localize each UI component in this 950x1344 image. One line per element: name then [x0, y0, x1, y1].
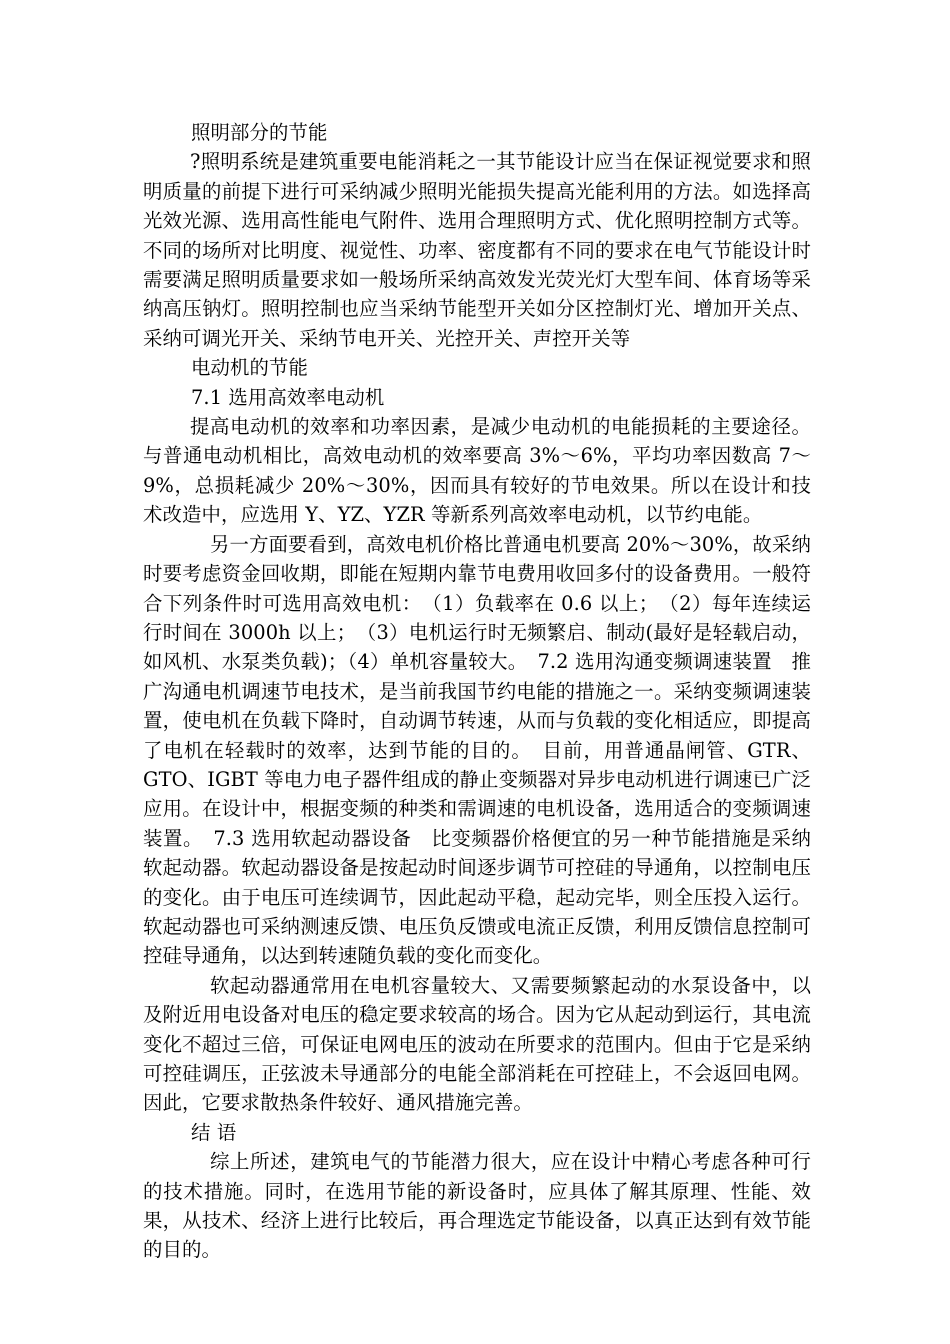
heading-7-1: 7.1 选用高效率电动机 — [191, 385, 385, 409]
paragraph-7-1: 提高电动机的效率和功率因素，是减少电动机的电能损耗的主要途径。与普通电动机相比，高效电动机的效率要高 3%～6%，平均功率因数高 7～9%，总损耗减少 20%～30%，因而具有较好的节电效果。所以在设计和技术改造中，应选用 Y、YZ、YZR 等新系列高效率电动机，以节约电能。 — [143, 415, 811, 527]
paragraph-conclusion: 综上所述，建筑电气的节能潜力很大，应在设计中精心考虑各种可行的技术措施。同时，在选用节能的新设备时，应具体了解其原理、性能、效果，从技术、经济上进行比较后，再合理选定节能设备，以真正达到有效节能的目的。 — [143, 1150, 811, 1262]
heading-conclusion: 结 语 — [191, 1120, 237, 1144]
paragraph-soft-starter: 软起动器通常用在电机容量较大、又需要频繁起动的水泵设备中，以及附近用电设备对电压的稳定要求较高的场合。因为它从起动到运行，其电流变化不超过三倍，可保证电网电压的波动在所要求的范围内。但由于它是采纳可控硅调压，正弦波未导通部分的电能全部消耗在可控硅上，不会返回电网。因此，它要求散热条件较好、通风措施完善。 — [143, 973, 811, 1115]
heading-lighting: 照明部分的节能 — [191, 121, 328, 144]
paragraph-other-side: 另一方面要看到，高效电机价格比普通电机要高 20%～30%，故采纳时要考虑资金回收期，即能在短期内靠节电费用收回多付的设备费用。一般符合下列条件时可选用高效电机： （1）负载率在 0.6 以上； （2）每年连续运行时间在 3000h 以上； （3）电机运行时无频繁启、制动(最好是轻载启动，如风机、水泵类负载)；（4）单机容量较大。 7.2 选用沟通变频调速装置 推广沟通电机调速节电技术，是当前我国节约电能的措施之一。采纳变频调速装置，使电机在负载下降时，自动调节转速，从而与负载的变化相适应，即提高了电机在轻载时的效率，达到节能的目的。 目前，用普通晶闸管、GTR、GTO、IGBT 等电力电子器件组成的静止变频器对异步电动机进行调速已广泛应用。在设计中，根据变频的种类和需调速的电机设备，选用适合的变频调速装置。 7.3 选用软起动器设备 比变频器价格便宜的另一种节能措施是采纳软起动器。软起动器设备是按起动时间逐步调节可控硅的导通角，以控制电压的变化。由于电压可连续调节，因此起动平稳，起动完毕，则全压投入运行。软起动器也可采纳测速反馈、电压负反馈或电流正反馈，利用反馈信息控制可控硅导通角，以达到转速随负载的变化而变化。 — [143, 532, 811, 968]
paragraph-lighting: ?照明系统是建筑重要电能消耗之一其节能设计应当在保证视觉要求和照明质量的前提下进行可采纳减少照明光能损失提高光能利用的方法。如选择高光效光源、选用高性能电气附件、选用合理照明方式、优化照明控制方式等。不同的场所对比明度、视觉性、功率、密度都有不同的要求在电气节能设计时需要满足照明质量要求如一般场所采纳高效发光荧光灯大型车间、体育场等采纳高压钠灯。照明控制也应当采纳节能型开关如分区控制灯光、增加开关点、采纳可调光开关、采纳节电开关、光控开关、声控开关等 — [143, 150, 811, 350]
heading-motor: 电动机的节能 — [191, 356, 308, 380]
document-body — [143, 118, 811, 1265]
